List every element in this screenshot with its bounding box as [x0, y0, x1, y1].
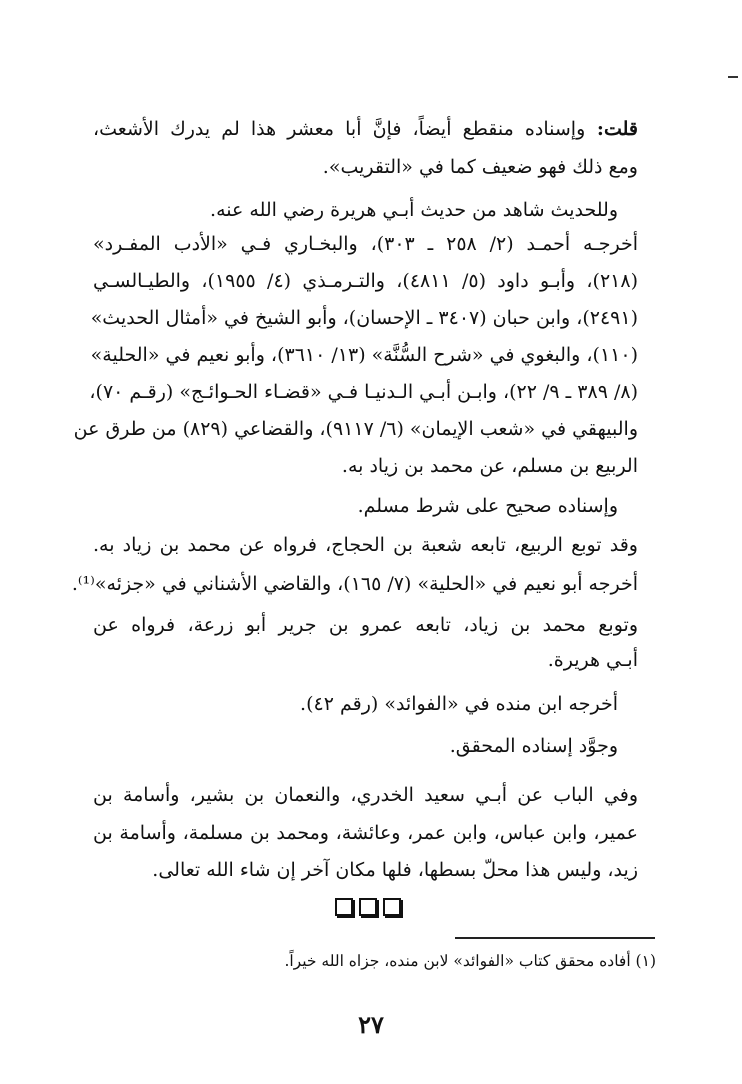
line-text: وإسناده منقطع أيضاً، فإنَّ أبا معشر هذا لم يدرك الأشعث،	[93, 118, 586, 140]
square-ornament-icon	[335, 898, 353, 916]
paragraph-line: أخرجه ابن منده في «الفوائد» (رقم ٤٢).	[300, 693, 618, 715]
paragraph-line: ومع ذلك فهو ضعيف كما في «التقريب».	[322, 156, 638, 178]
square-ornament-icon	[359, 898, 377, 916]
paragraph-line: الربيع بن مسلم، عن محمد بن زياد به.	[341, 455, 638, 477]
paragraph-line	[93, 114, 638, 146]
paragraph-line: (١١٠)، والبغوي في «شرح السُّنَّة» (١٣/ ٣٦١٠)، وأبو نعيم في «الحلية»	[90, 344, 638, 366]
section-separator	[335, 898, 401, 916]
paragraph-line: وتوبع محمد بن زياد، تابعه عمرو بن جرير أبو زرعة، فرواه عن	[93, 614, 638, 636]
paragraph-line: وإسناده صحيح على شرط مسلم.	[357, 495, 618, 517]
page-number: ٢٧	[358, 1010, 384, 1039]
paragraph-line: (٨/ ٣٨٩ ـ ٩/ ٢٢)، وابـن أبـي الـدنيـا فـي «قضـاء الحـوائـج» (رقـم ٧٠)،	[89, 381, 638, 403]
margin-mark	[728, 76, 738, 78]
footnote-divider	[455, 937, 655, 939]
paragraph-line: والبيهقي في «شعب الإيمان» (٦/ ٩١١٧)، والقضاعي (٨٢٩) من طرق عن	[73, 418, 638, 440]
square-ornament-icon	[383, 898, 401, 916]
paragraph-line: عمير، وابن عباس، وابن عمر، وعائشة، ومحمد بن مسلمة، وأسامة بن	[93, 822, 638, 844]
paragraph-line: وقد توبع الربيع، تابعه شعبة بن الحجاج، فرواه عن محمد بن زياد به.	[93, 534, 638, 556]
paragraph-line: أبـي هريرة.	[547, 649, 638, 671]
footnote: (١) أفاده محقق كتاب «الفوائد» لابن منده، جزاه الله خيراً.	[284, 952, 656, 970]
paragraph-line: (٢١٨)، وأبـو داود (٥/ ٤٨١١)، والتـرمـذي (٤/ ١٩٥٥)، والطيـالسـي	[93, 270, 638, 292]
paragraph-line: أخرجـه أحمـد (٢/ ٢٥٨ ـ ٣٠٣)، والبخـاري فـي «الأدب المفـرد»	[93, 233, 638, 255]
paragraph-line: وفي الباب عن أبـي سعيد الخدري، والنعمان بن بشير، وأسامة بن	[93, 784, 638, 806]
paragraph-line: أخرجه أبو نعيم في «الحلية» (٧/ ١٦٥)، والقاضي الأشناني في «جزئه»⁽¹⁾.	[71, 573, 638, 595]
paragraph-line: وللحديث شاهد من حديث أبـي هريرة رضي الله عنه.	[210, 199, 618, 221]
paragraph-line: زيد، وليس هذا محلّ بسطها، فلها مكان آخر إن شاء الله تعالى.	[152, 859, 638, 881]
qultu-label: قلت:	[585, 118, 638, 140]
paragraph-line: وجوَّد إسناده المحقق.	[449, 735, 618, 757]
paragraph-line: (٢٤٩١)، وابن حبان (٣٤٠٧ ـ الإحسان)، وأبو الشيخ في «أمثال الحديث»	[90, 307, 638, 329]
